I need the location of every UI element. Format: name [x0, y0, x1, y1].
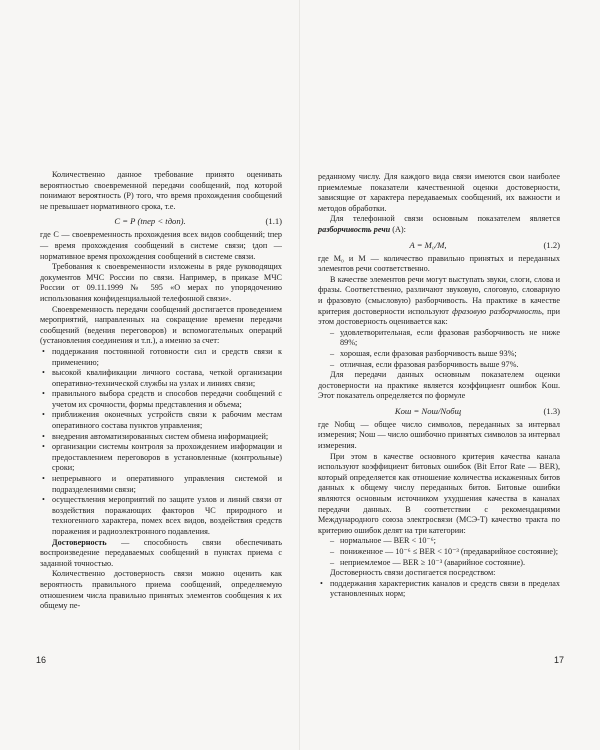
paragraph: где Nобщ — общее число символов, переданных за интервал измерения; Nош — число ошибочно принятых символов за интервал измерения. — [318, 419, 560, 451]
bullet-list — [318, 579, 560, 600]
list-item — [40, 410, 282, 431]
bullet-icon: • — [42, 495, 45, 505]
paragraph: При этом в качестве основного критерия качества канала используют коэффициент битовых ошибок (Bit Error Rate — BER), который определяется как отношение количества искаженных битов данных к общему числу переданных битов. Битовые ошибки являются основным источником ухудшения качества в каналах передачи данных. В соответствии с рекомендациями Международного союза электросвязи (МСЭ-Т) качество тракта по критерию ошибок делят на три категории: — [318, 451, 560, 535]
list-item — [318, 558, 560, 569]
list-item — [318, 579, 560, 600]
page-number: 17 — [553, 655, 564, 665]
bullet-icon: • — [42, 346, 45, 356]
paragraph: Требования к своевременности изложены в ряде руководящих документов МЧС России по связи. Например, в приказе МЧС России от 09.11.1999 № 595 «О мерах по упорядочению использования конфиденциальной телефонной связи». — [40, 262, 282, 303]
dash-icon: – — [330, 557, 335, 567]
paragraph: где M₀ и M — количество правильно принятых и переданных элементов речи соответственно. — [318, 253, 560, 274]
list-item-text: правильного выбора средств и способов передачи сообщений с учетом их срочности, формы представления и объема; — [52, 389, 282, 409]
formula-expression: С = Р (tпер < tдоп). — [114, 216, 186, 227]
paragraph — [318, 214, 560, 235]
paragraph: реданному числу. Для каждого вида связи имеются свои наиболее приемлемые показатели качественной оценки достоверности, зависящие от характера передаваемых сообщений, их важности и методов обработки. — [318, 172, 560, 213]
paragraph-text: В качестве элементов речи могут выступать звуки, слоги, слова и фразы. Соответственно, различают звуковую, слоговую, словарную и фразовую (смысловую) разборчивость. На практике в качестве критерия достоверности используют — [318, 274, 560, 316]
list-item — [40, 495, 282, 537]
list-item-text: пониженное — 10⁻⁶ ≤ BER < 10⁻³ (предаварийное состояние); — [340, 547, 559, 556]
bullet-icon: • — [320, 578, 323, 588]
list-item — [40, 432, 282, 443]
list-item — [40, 368, 282, 389]
list-item-text: осуществления мероприятий по защите узлов и линий связи от воздействия поражающих факторов ЧС природного и техногенного характера, помех всех видов, воздействия средств поражения и радиоэлектронного подавления. — [52, 495, 282, 536]
dash-icon: – — [330, 327, 335, 337]
definition-paragraph — [40, 538, 282, 570]
definition-text: — способность связи обеспечивать воспроизведение передаваемых сообщений в пунктах приема с заданной точностью. — [40, 537, 282, 568]
list-item-text: приближения оконечных устройств связи к рабочим местам оперативного состава пунктов управления; — [52, 410, 282, 431]
paragraph: Достоверность связи достигается посредством: — [330, 568, 496, 578]
term-bold-italic: разборчивость речи — [318, 224, 391, 234]
list-item-text: непрерывного и оперативного управления системой и подразделениями связи; — [52, 474, 282, 494]
paragraph: Количественно данное требование принято оценивать вероятностью своевременной передачи сообщений, под которой понимают вероятность (Р) того, что время прохождения сообщений не превышает нормативного срока, т.е. — [40, 170, 282, 211]
list-item-text: нормальное — BER < 10⁻⁶; — [340, 536, 436, 546]
paragraph: Для передачи данных основным показателем оценки достоверности на практике является коэффициент ошибок Kош. Этот показатель определяется по формуле — [318, 370, 560, 401]
bullet-icon: • — [42, 410, 45, 420]
formula-1-3 — [318, 405, 560, 417]
list-item — [40, 442, 282, 474]
list-item — [318, 536, 560, 547]
definition-term: Достоверность — [52, 537, 107, 547]
bullet-list — [40, 347, 282, 538]
list-item-text: неприемлемое — BER ≥ 10⁻³ (аварийное состояние). — [340, 557, 525, 567]
formula-number: (1.1) — [265, 216, 282, 227]
list-item-text: отличная, если фразовая разборчивость выше 97%. — [340, 359, 519, 369]
list-item-text: высокой квалификации личного состава, четкой организации оперативно-технической службы на узлах и линиях связи; — [52, 368, 282, 388]
list-item-text: хорошая, если фразовая разборчивость выше 93%; — [340, 348, 517, 358]
paragraph: Количественно достоверность связи можно оценить как вероятность правильного приема сообщений, определяемую отношением числа правильно принятых элементов сообщения к их общему пе- — [40, 569, 282, 611]
dash-list — [318, 536, 560, 568]
list-item-text: поддержания характеристик каналов и средств связи в пределах установленных норм; — [330, 578, 560, 599]
paragraph: где С — своевременность прохождения всех видов сообщений; tпер — время прохождения сообщений в системе связи; tдоп — нормативное время прохождения сообщений в системе связи. — [40, 230, 282, 261]
list-item — [318, 328, 560, 349]
bullet-icon: • — [42, 368, 45, 378]
bullet-icon: • — [42, 474, 45, 484]
formula-expression: A = M₀/M, — [409, 239, 447, 250]
right-page — [300, 0, 600, 750]
dash-list — [318, 328, 560, 370]
list-item — [318, 349, 560, 360]
paragraph-text: Для телефонной связи основным показателем является — [330, 214, 560, 224]
list-item — [40, 389, 282, 410]
term-italic: фразовую разборчивость — [452, 306, 542, 316]
list-item-text: организации системы контроля за прохождением информации и предоставлением переговоров в установленные (контрольные) сроки; — [52, 442, 282, 473]
dash-icon: – — [330, 348, 335, 358]
dash-icon: – — [330, 536, 335, 546]
page-number: 16 — [36, 655, 47, 665]
formula-1-1 — [40, 215, 282, 227]
list-item — [318, 547, 560, 558]
bullet-icon: • — [42, 389, 45, 399]
formula-number: (1.2) — [543, 239, 560, 250]
paragraph: Своевременность передачи сообщений достигается проведением мероприятий, направленных на сокращение времени передачи сообщений (ведения переговоров) и вспомогательных операций (установления соединения и т.п.), а именно за счет: — [40, 304, 282, 346]
list-item — [40, 474, 282, 495]
list-item-text: поддержания постоянной готовности сил и средств связи к применению; — [52, 346, 282, 367]
list-item — [40, 347, 282, 368]
bullet-icon: • — [42, 442, 45, 452]
dash-icon: – — [330, 547, 335, 556]
dash-icon: – — [330, 359, 335, 369]
list-item-text: внедрения автоматизированных систем обмена информацией; — [52, 431, 269, 441]
bullet-icon: • — [42, 431, 45, 441]
formula-1-2 — [318, 239, 560, 251]
list-item — [318, 360, 560, 371]
formula-number: (1.3) — [543, 405, 560, 416]
paragraph — [318, 275, 560, 328]
list-item-text: удовлетворительная, если фразовая разборчивость не ниже 89%; — [340, 327, 560, 348]
paragraph-text: (А): — [390, 224, 406, 234]
formula-expression: Kош = Nош/Nобщ — [394, 405, 462, 416]
paragraph-text: , при этом достоверность оценивается как: — [318, 306, 560, 327]
